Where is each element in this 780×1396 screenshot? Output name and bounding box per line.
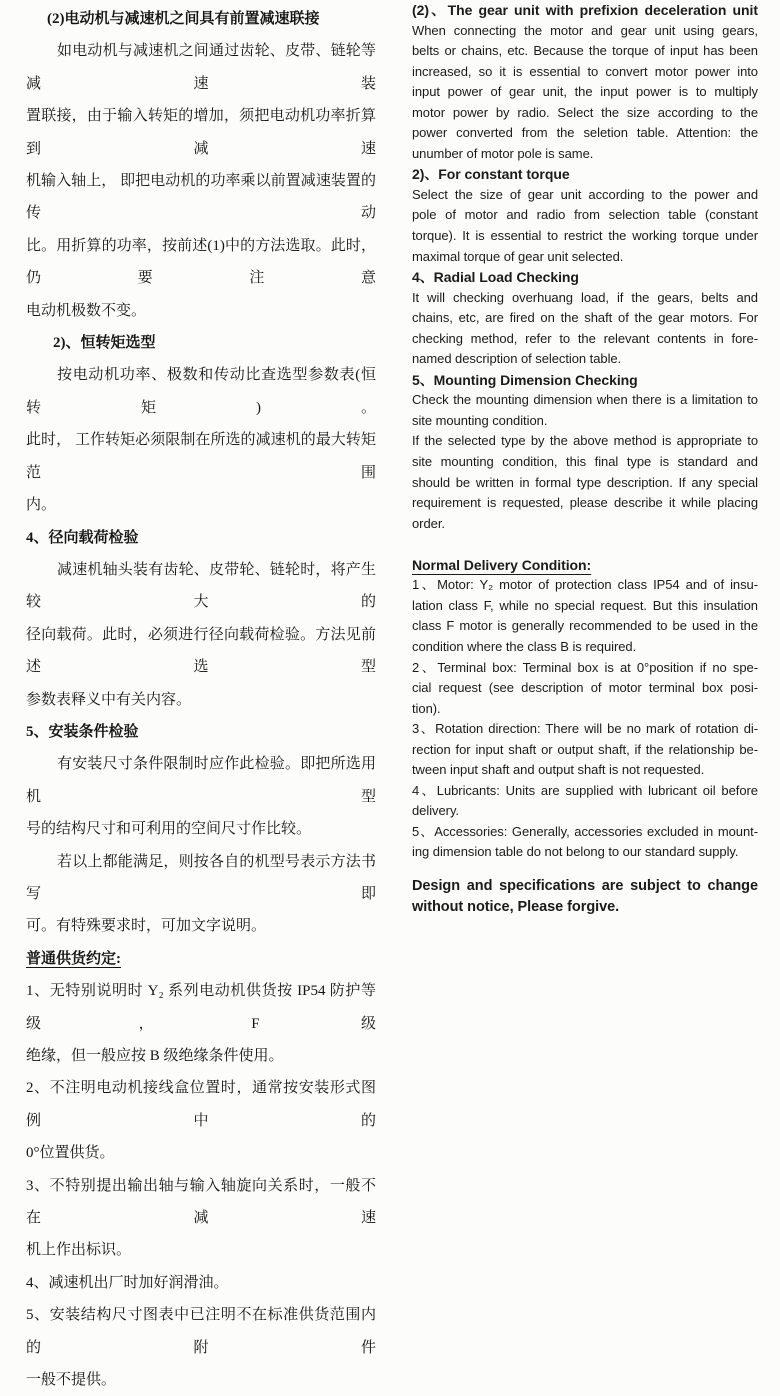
text-line: condition where the class B is required. bbox=[412, 638, 637, 654]
text-line: 绝缘，但一般应按 B 级绝缘条件使用。 bbox=[26, 1048, 284, 1064]
text-line: If the selected type by the above method is appropriate to bbox=[412, 433, 758, 449]
en-para-constant-torque bbox=[412, 185, 758, 267]
en-delivery-item-1 bbox=[412, 575, 758, 657]
zh-heading-delivery-terms: 普通供货约定: bbox=[26, 950, 121, 967]
text-line: 3、不特别提出输出轴与输入轴旋向关系时，一般不在减速 bbox=[26, 1177, 376, 1227]
text-line: rection for input shaft or output shaft, if the relationship be- bbox=[412, 741, 758, 757]
zh-para-mounting-check-2 bbox=[26, 846, 376, 943]
text-line: pole of motor and radio from selection table (constant bbox=[412, 207, 758, 223]
en-column bbox=[412, 0, 758, 919]
zh-para-radial-load bbox=[26, 554, 376, 716]
text-line: 一般不提供。 bbox=[26, 1372, 117, 1389]
en-para-front-reduction bbox=[412, 21, 758, 165]
en-heading-front-reduction: (2)、The gear unit with prefixion deceleration unit bbox=[412, 2, 758, 18]
text-line: 机上作出标识。 bbox=[26, 1242, 132, 1259]
text-line: 减速机轴头装有齿轮、皮带轮、链轮时，将产生较大的 bbox=[26, 561, 376, 611]
en-delivery-item-5 bbox=[412, 822, 758, 863]
text-line: 径向载荷。此时，必须进行径向载荷检验。方法见前述选型 bbox=[26, 626, 376, 676]
text-line: 参数表释义中有关内容。 bbox=[26, 691, 192, 708]
text-line: without notice, Please forgive. bbox=[412, 899, 620, 916]
text-line: cial request (see description of motor terminal box posi- bbox=[412, 680, 758, 696]
text-line: 1、无特别说明时 Y₂ 系列电动机供货按 IP54 防护等级，F 级 bbox=[26, 983, 376, 1032]
zh-heading-constant-torque: 2)、恒转矩选型 bbox=[53, 335, 156, 352]
text-line: requirement is requested, please describe it while placing bbox=[412, 495, 758, 511]
text-line: unumber of motor pole is same. bbox=[412, 145, 594, 161]
en-delivery-item-3 bbox=[412, 719, 758, 781]
en-heading-radial-load: 4、Radial Load Checking bbox=[412, 269, 579, 286]
en-heading-constant-torque: 2)、For constant torque bbox=[412, 166, 570, 183]
zh-para-mounting-check-1 bbox=[26, 748, 376, 845]
text-line: belts or chains, etc. Because the torque of input has been bbox=[412, 43, 758, 59]
text-line: delivery. bbox=[412, 803, 459, 819]
text-line: 4、减速机出厂时加好润滑油。 bbox=[26, 1274, 229, 1291]
zh-heading-radial-load: 4、径向载荷检验 bbox=[26, 529, 139, 546]
text-line: 4、Lubricants: Units are supplied with lubricant oil before bbox=[412, 782, 758, 798]
en-delivery-item-2 bbox=[412, 658, 758, 720]
text-line: 比。用折算的功率，按前述(1)中的方法选取。此时，仍要注意 bbox=[26, 237, 376, 287]
text-line: order. bbox=[412, 515, 445, 531]
zh-delivery-item-5 bbox=[26, 1299, 376, 1396]
text-line: 电动机极数不变。 bbox=[26, 302, 147, 319]
spacer bbox=[412, 534, 758, 555]
zh-delivery-item-1 bbox=[26, 975, 376, 1072]
text-line: named description of selection table. bbox=[412, 351, 622, 367]
text-line: class F motor is generally recommended to be used in the bbox=[412, 618, 758, 634]
text-line: 1、Motor: Y₂ motor of protection class IP54 and of insu- bbox=[412, 577, 758, 593]
text-line: 机输入轴上， 即把电动机的功率乘以前置减速装置的传动 bbox=[26, 173, 376, 222]
en-delivery-item-4 bbox=[412, 781, 758, 822]
text-line: 此时， 工作转矩必须限制在所选的减速机的最大转矩范围 bbox=[26, 432, 376, 481]
text-line: 按电动机功率、极数和传动比查选型参数表(恒转矩)。 bbox=[26, 367, 376, 416]
text-line: 2、Terminal box: Terminal box is at 0°position if no spe- bbox=[412, 659, 758, 675]
text-line: input power of gear unit, the input power is to multiply bbox=[412, 84, 758, 100]
text-line: 5、Accessories: Generally, accessories excluded in mount- bbox=[412, 823, 758, 839]
en-heading-delivery-condition: Normal Delivery Condition: bbox=[412, 556, 592, 573]
text-line: 0°位置供货。 bbox=[26, 1145, 115, 1162]
text-line: 2、不注明电动机接线盒位置时，通常按安装形式图例中的 bbox=[26, 1080, 376, 1129]
text-line: 置联接，由于输入转矩的增加，须把电动机功率折算到减速 bbox=[26, 108, 376, 157]
text-line: site mounting condition, this final type is standard and bbox=[412, 454, 758, 470]
zh-heading-front-reduction: (2)电动机与减速机之间具有前置减速联接 bbox=[47, 11, 320, 27]
text-line: checking method, refer to the relevant contents in fore- bbox=[412, 330, 758, 346]
text-line: 若以上都能满足，则按各自的机型号表示方法书写即 bbox=[26, 853, 376, 902]
text-line: 内。 bbox=[26, 497, 57, 514]
en-para-radial-load bbox=[412, 288, 758, 370]
text-line: lation class F, while no special request. But this insulation bbox=[412, 597, 758, 613]
zh-delivery-item-2 bbox=[26, 1072, 376, 1169]
zh-delivery-item-4 bbox=[26, 1267, 376, 1299]
text-line: increased, so it is essential to convert motor power into bbox=[412, 63, 758, 79]
text-line: tween input shaft and output shaft is not requested. bbox=[412, 762, 705, 778]
text-line: Select the size of gear unit according to the power and bbox=[412, 186, 758, 202]
zh-para-front-reduction bbox=[26, 35, 376, 327]
text-line: It will checking overhuang load, if the gears, belts and bbox=[412, 289, 758, 305]
zh-heading-mounting-check: 5、安装条件检验 bbox=[26, 723, 139, 740]
en-para-mounting-check-2 bbox=[412, 431, 758, 534]
text-line: 3、Rotation direction: There will be no mark of rotation di- bbox=[412, 721, 758, 737]
text-line: should be written in formal type description. If any special bbox=[412, 474, 758, 490]
text-line: motor power by radio. Select the size according to the bbox=[412, 104, 758, 120]
text-line: chains, etc, are fired on the shaft of the gear motors. For bbox=[412, 310, 758, 326]
text-line: site mounting condition. bbox=[412, 412, 548, 428]
text-line: torque). It is essential to restrict the working torque under bbox=[412, 228, 758, 244]
text-line: When connecting the motor and gear unit using gears, bbox=[412, 22, 758, 38]
text-line: 可。有特殊要求时，可加文字说明。 bbox=[26, 918, 267, 935]
text-line: 5、安装结构尺寸图表中已注明不在标准供货范围内的附件 bbox=[26, 1307, 376, 1356]
text-line: power converted from the seletion table. Attention: the bbox=[412, 125, 758, 141]
text-line: ing dimension table do not belong to our standard supply. bbox=[412, 844, 739, 860]
en-heading-mounting-check: 5、Mounting Dimension Checking bbox=[412, 371, 638, 388]
zh-delivery-item-3 bbox=[26, 1170, 376, 1267]
text-line: Design and specifications are subject to change bbox=[412, 877, 758, 894]
en-closing-statement bbox=[412, 876, 758, 919]
zh-column bbox=[26, 3, 376, 1396]
zh-para-constant-torque bbox=[26, 359, 376, 521]
text-line: 号的结构尺寸和可利用的空间尺寸作比较。 bbox=[26, 821, 312, 838]
text-line: maximal torque of gear unit selected. bbox=[412, 248, 624, 264]
en-para-mounting-check-1 bbox=[412, 390, 758, 431]
text-line: Check the mounting dimension when there is a limitation to bbox=[412, 392, 758, 408]
text-line: 有安装尺寸条件限制时应作此检验。即把所选用机型 bbox=[26, 756, 376, 805]
text-line: tion). bbox=[412, 700, 441, 716]
text-line: 如电动机与减速机之间通过齿轮、皮带、链轮等减速装 bbox=[26, 43, 376, 92]
